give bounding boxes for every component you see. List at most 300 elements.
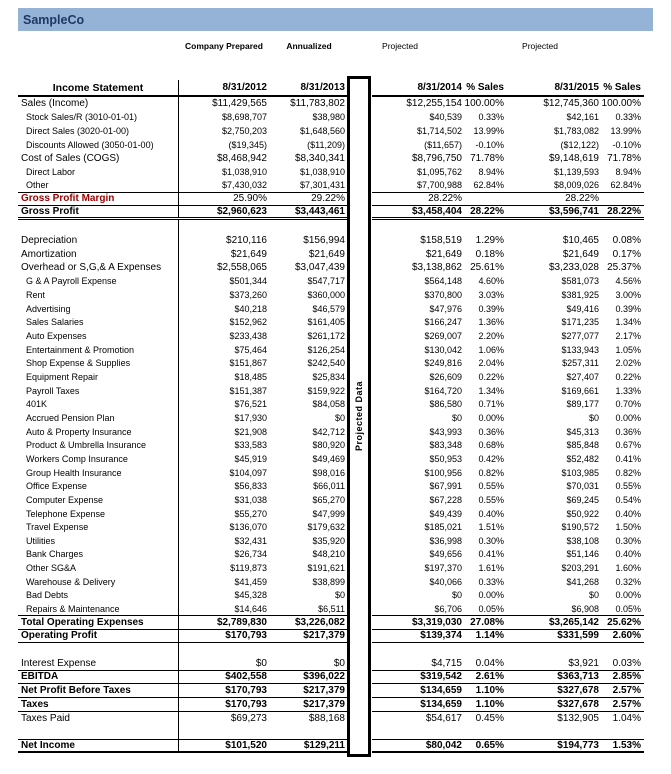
cell-2014-pct: 2.20% [478, 330, 504, 341]
row-label: Auto Expenses [26, 330, 87, 341]
cell-2015: $45,313 [566, 426, 599, 437]
cell-2015: $38,108 [566, 535, 599, 546]
row-label [18, 643, 178, 657]
cell-2014-pct: 8.94% [478, 167, 504, 178]
cell-2015-pct [602, 725, 644, 739]
cell-2015: $1,139,593 [553, 167, 599, 178]
row-label: Bad Debts [26, 590, 69, 601]
cell-2012: $136,070 [178, 520, 270, 534]
cell-2015: $1,783,082 [553, 126, 599, 137]
cell-2015: $277,077 [561, 330, 599, 341]
cell-2012: $41,459 [178, 575, 270, 589]
cell-2014-pct: 0.04% [475, 657, 504, 669]
cell-2012: $152,962 [178, 316, 270, 330]
cell-2013: $3,443,461 [294, 206, 345, 217]
cell-2013: $126,254 [307, 344, 345, 355]
cell-2012: $76,521 [178, 397, 270, 411]
cell-2013: $6,511 [318, 603, 345, 614]
cell-2013: $159,922 [307, 385, 345, 396]
cell-2014: $12,255,154 [406, 98, 462, 110]
cell-2012: $119,873 [178, 561, 270, 575]
cell-2014-pct: 0.40% [478, 508, 504, 519]
cell-2014: $269,007 [424, 330, 462, 341]
cell-2015: $12,745,360 [543, 98, 599, 110]
cell-2012: $14,646 [178, 602, 270, 615]
table-row [18, 193, 644, 207]
table-row [18, 370, 644, 384]
cell-2012: $402,558 [178, 671, 270, 684]
cell-2013: $21,649 [308, 248, 345, 260]
cell-2012 [178, 220, 270, 234]
cell-2015-pct: 1.53% [612, 739, 641, 751]
table-row [18, 234, 644, 248]
table-row [18, 356, 644, 370]
cell-2014-pct: 0.00% [478, 590, 504, 601]
cell-2015-pct [602, 220, 644, 234]
cell-2015-pct: 0.36% [615, 426, 641, 437]
cell-2013 [270, 643, 348, 657]
cell-2012: 25.90% [178, 193, 270, 206]
cell-2013: ($11,209) [307, 139, 345, 150]
cell-2014-pct [465, 220, 507, 234]
cell-2015-pct: 0.32% [615, 576, 641, 587]
cell-2015 [507, 643, 602, 657]
cell-2014: $47,976 [429, 303, 462, 314]
cell-2015-pct: 28.22% [607, 206, 641, 217]
cell-2015-pct: 0.00% [615, 590, 641, 601]
cell-2013: $547,717 [307, 276, 345, 287]
cell-2013: $129,211 [303, 739, 345, 751]
row-label: Taxes Paid [21, 712, 70, 724]
table-row [18, 138, 644, 152]
cell-2014-pct: 0.05% [478, 603, 504, 614]
cell-2014-pct: 28.22% [470, 206, 504, 217]
cell-2012: $8,468,942 [178, 152, 270, 166]
row-label: Advertising [26, 303, 71, 314]
cell-2014-pct: 1.51% [478, 522, 504, 533]
cell-2012: $32,431 [178, 534, 270, 548]
cell-2015-pct: 0.41% [615, 453, 641, 464]
cell-2014-pct [465, 643, 507, 657]
cell-2014: $7,700,988 [416, 180, 462, 191]
cell-2013: $35,920 [312, 535, 345, 546]
row-label: Depreciation [21, 234, 78, 246]
cell-2015-pct: 2.57% [612, 698, 641, 710]
table-row [18, 438, 644, 452]
cell-2014: $158,519 [420, 234, 462, 246]
cell-2014: $49,439 [429, 508, 462, 519]
cell-2014: $370,800 [424, 290, 462, 301]
cell-2014-pct: 1.29% [475, 234, 504, 246]
cell-2013: $217,379 [303, 630, 345, 642]
cell-2014: $134,659 [420, 698, 462, 710]
cell-2014: $0 [451, 590, 462, 601]
cell-2013: $396,022 [303, 671, 345, 683]
row-label: Interest Expense [21, 657, 97, 669]
table-row [18, 316, 644, 330]
row-label: Accrued Pension Plan [26, 412, 115, 423]
cell-2014-pct: 0.00% [478, 412, 504, 423]
cell-2014-pct: 2.61% [475, 671, 504, 683]
cell-2014-pct: 100.00% [465, 98, 504, 110]
cell-2012: $233,438 [178, 329, 270, 343]
cell-2014-pct: 0.36% [478, 426, 504, 437]
cell-2014: $319,542 [420, 671, 462, 683]
cell-2013: $84,058 [312, 399, 345, 410]
cell-2012: $56,833 [178, 479, 270, 493]
row-label: Cost of Sales (COGS) [21, 152, 120, 164]
cell-2015: $327,678 [557, 698, 599, 710]
cell-2013: $217,379 [303, 685, 345, 697]
cell-2013: $0 [333, 657, 345, 669]
table-row [18, 425, 644, 439]
column-group-annualized: Annualized [286, 41, 332, 51]
cell-2014: $40,539 [429, 112, 462, 123]
table-row [18, 302, 644, 316]
cell-2014-pct: 0.18% [475, 248, 504, 260]
cell-2015: 28.22% [565, 193, 599, 205]
row-label: Group Health Insurance [26, 467, 122, 478]
row-label: Net Profit Before Taxes [21, 685, 131, 697]
cell-2012: $2,960,623 [178, 206, 270, 217]
cell-2015-pct: -0.10% [612, 139, 641, 150]
cell-2015-pct: 1.04% [612, 712, 641, 724]
cell-2014: $164,720 [424, 385, 462, 396]
cell-2015: $331,599 [557, 630, 599, 642]
cell-2012: $170,793 [178, 698, 270, 711]
table-row [18, 261, 644, 275]
row-label: Stock Sales/R (3010-01-01) [26, 112, 138, 123]
cell-2015-pct: 2.17% [615, 330, 641, 341]
cell-2015-pct: 2.02% [615, 358, 641, 369]
row-label [18, 725, 178, 739]
app-banner [18, 8, 653, 31]
cell-2012: $7,430,032 [178, 179, 270, 192]
cell-2015: $6,908 [571, 603, 599, 614]
table-row [18, 479, 644, 493]
table-row [18, 561, 644, 575]
cell-2012: $2,558,065 [178, 261, 270, 275]
cell-2014: $185,021 [424, 522, 462, 533]
cell-2015: $50,922 [566, 508, 599, 519]
cell-2015-pct: 1.50% [615, 522, 641, 533]
cell-2012: $170,793 [178, 630, 270, 643]
row-label: Repairs & Maintenance [26, 603, 120, 614]
cell-2012: $210,116 [178, 234, 270, 248]
table-row [18, 520, 644, 534]
cell-2012: $1,038,910 [178, 165, 270, 179]
cell-2015-pct: 1.34% [615, 317, 641, 328]
cell-2014: $3,319,030 [411, 616, 462, 628]
income-statement-table [18, 80, 644, 753]
cell-2012: $170,793 [178, 684, 270, 697]
cell-2014: $43,993 [429, 426, 462, 437]
cell-2012: $11,429,565 [178, 97, 270, 111]
cell-2015: $69,245 [566, 494, 599, 505]
table-row [18, 466, 644, 480]
cell-2015: $52,482 [566, 453, 599, 464]
cell-2014-pct: 0.55% [478, 494, 504, 505]
cell-2014-pct [465, 725, 507, 739]
cell-2015-pct: 0.82% [615, 467, 641, 478]
cell-2012: $26,734 [178, 548, 270, 562]
cell-2015-pct: 0.08% [612, 234, 641, 246]
cell-2013 [270, 725, 348, 739]
cell-2012: $0 [178, 657, 270, 670]
cell-2013: $38,899 [312, 576, 345, 587]
column-header-2013: 8/31/2013 [300, 82, 345, 93]
cell-2015: $70,031 [566, 481, 599, 492]
table-row [18, 507, 644, 521]
cell-2015: ($12,122) [560, 139, 599, 150]
cell-2015: $190,572 [561, 522, 599, 533]
cell-2015-pct: 0.55% [615, 481, 641, 492]
cell-2013: $11,783,802 [290, 98, 345, 110]
table-row [18, 643, 644, 657]
row-label: Travel Expense [26, 522, 89, 533]
cell-2014-pct: 0.22% [478, 371, 504, 382]
cell-2015: $171,235 [561, 317, 599, 328]
cell-2015: $3,596,741 [548, 206, 599, 217]
table-row [18, 671, 644, 685]
cell-2014-pct: 3.03% [478, 290, 504, 301]
table-row [18, 548, 644, 562]
cell-2015: $51,146 [566, 549, 599, 560]
cell-2014: $564,148 [424, 276, 462, 287]
cell-2013: $38,980 [312, 112, 345, 123]
cell-2015: $9,148,619 [548, 152, 599, 164]
cell-2012: $2,789,830 [178, 616, 270, 629]
cell-2015 [507, 220, 602, 234]
cell-2014: $49,656 [429, 549, 462, 560]
cell-2015: $581,073 [561, 276, 599, 287]
cell-2013: 29.22% [311, 193, 345, 205]
row-label: Net Income [21, 739, 75, 751]
row-label: Entertainment & Promotion [26, 344, 135, 355]
cell-2013: $217,379 [303, 698, 345, 710]
cell-2012 [178, 725, 270, 739]
cell-2012: $31,038 [178, 493, 270, 507]
cell-2014: $67,991 [429, 481, 462, 492]
cell-2015-pct: 0.54% [615, 494, 641, 505]
cell-2014: 28.22% [428, 193, 462, 205]
row-label: Warehouse & Delivery [26, 576, 116, 587]
cell-2015-pct: 3.00% [615, 290, 641, 301]
cell-2015-pct: 0.30% [615, 535, 641, 546]
cell-2014: $139,374 [420, 630, 462, 642]
row-label: Amortization [21, 248, 77, 260]
cell-2015-pct: 0.22% [615, 371, 641, 382]
cell-2012: $2,750,203 [178, 124, 270, 138]
row-label: Computer Expense [26, 494, 104, 505]
cell-2013: $88,168 [308, 712, 345, 724]
cell-2014: $86,580 [429, 399, 462, 410]
cell-2013: $0 [334, 412, 345, 423]
cell-2015-pct: 25.62% [607, 616, 641, 628]
cell-2014-pct: 62.84% [473, 180, 504, 191]
cell-2012: $151,387 [178, 384, 270, 398]
cell-2015: $257,311 [562, 358, 599, 369]
cell-2013: $7,301,431 [299, 180, 345, 191]
cell-2015: $132,905 [557, 712, 599, 724]
row-label: Rent [26, 290, 46, 301]
row-label: Direct Sales (3020-01-00) [26, 126, 130, 137]
cell-2012: $75,464 [178, 343, 270, 357]
cell-2014 [372, 643, 465, 657]
cell-2012: $104,097 [178, 466, 270, 480]
cell-2014-pct: 1.10% [475, 685, 504, 697]
cell-2014-pct: 2.04% [478, 358, 504, 369]
table-row [18, 698, 644, 712]
cell-2014-pct: 25.61% [470, 262, 504, 274]
cell-2015: $42,161 [566, 112, 599, 123]
cell-2013: $261,172 [307, 330, 345, 341]
cell-2012: $18,485 [178, 370, 270, 384]
cell-2015-pct: 2.57% [612, 685, 641, 697]
cell-2015: $89,177 [566, 399, 599, 410]
column-header-2014-pct: % Sales [466, 82, 504, 93]
cell-2014-pct: 0.33% [478, 112, 504, 123]
cell-2015 [507, 725, 602, 739]
cell-2014: $134,659 [420, 685, 462, 697]
column-header-2015: 8/31/2015 [554, 82, 599, 93]
row-label: Utilities [26, 535, 56, 546]
row-label: Telephone Expense [26, 508, 106, 519]
cell-2014-pct: 1.36% [478, 317, 504, 328]
cell-2015-pct: 13.99% [610, 126, 641, 137]
row-label: Gross Profit [21, 206, 79, 217]
cell-2015-pct: 1.60% [615, 563, 641, 574]
row-label [18, 220, 178, 234]
cell-2013: $156,994 [303, 234, 345, 246]
table-row [18, 247, 644, 261]
cell-2015: $203,291 [561, 563, 599, 574]
cell-2015-pct [602, 643, 644, 657]
table-row [18, 152, 644, 166]
company-title: SampleCo [23, 12, 85, 27]
cell-2014-pct: 1.14% [475, 630, 504, 642]
cell-2013: $66,011 [313, 481, 345, 492]
cell-2014: $50,953 [429, 453, 462, 464]
cell-2014: $0 [451, 412, 462, 423]
row-label: Other SG&A [26, 563, 77, 574]
cell-2013: $1,648,560 [299, 126, 345, 137]
cell-2014-pct: 13.99% [473, 126, 504, 137]
column-header-2015-pct: % Sales [603, 82, 641, 93]
cell-2014-pct: 0.71% [478, 399, 504, 410]
cell-2015-pct: 0.05% [615, 603, 641, 614]
cell-2013: $42,712 [312, 426, 345, 437]
cell-2014: $100,956 [424, 467, 462, 478]
cell-2015-pct: 1.33% [615, 385, 641, 396]
cell-2014-pct: 1.10% [475, 698, 504, 710]
cell-2015: $363,713 [557, 671, 599, 683]
cell-2013: $46,579 [312, 303, 345, 314]
row-label: EBITDA [21, 671, 59, 683]
cell-2013: $8,340,341 [294, 152, 345, 164]
table-row [18, 602, 644, 616]
cell-2014-pct: 1.61% [478, 563, 504, 574]
cell-2013: $49,469 [312, 453, 345, 464]
cell-2014: $1,095,762 [416, 167, 462, 178]
table-row [18, 165, 644, 179]
table-row [18, 97, 644, 111]
cell-2014-pct: 27.08% [470, 616, 504, 628]
table-row [18, 589, 644, 603]
cell-2014: $40,066 [429, 576, 462, 587]
cell-2014: $249,816 [424, 358, 462, 369]
cell-2014 [372, 725, 465, 739]
cell-2012: $40,218 [178, 302, 270, 316]
cell-2015: $0 [588, 590, 599, 601]
cell-2014-pct: 1.06% [478, 344, 504, 355]
table-row [18, 343, 644, 357]
cell-2012: $21,908 [178, 425, 270, 439]
cell-2012: $21,649 [178, 247, 270, 261]
cell-2013: $242,540 [307, 358, 345, 369]
cell-2015-pct: 0.70% [615, 399, 641, 410]
cell-2014: $130,042 [424, 344, 462, 355]
table-row [18, 111, 644, 125]
cell-2015: $41,268 [566, 576, 599, 587]
row-label: Direct Labor [26, 167, 76, 178]
cell-2014: $6,706 [434, 603, 462, 614]
cell-2015-pct: 25.37% [607, 262, 641, 274]
table-row [18, 411, 644, 425]
cell-2013: $47,999 [312, 508, 345, 519]
cell-2015-pct: 0.40% [615, 508, 641, 519]
table-row [18, 684, 644, 698]
table-row [18, 206, 644, 220]
row-label: Sales Salaries [26, 317, 84, 328]
column-group-projected-2014: Projected [382, 41, 418, 51]
row-label: Overhead or S,G,& A Expenses [21, 262, 162, 274]
cell-2013: $25,834 [312, 371, 345, 382]
cell-2015-pct: 0.03% [612, 657, 641, 669]
cell-2014: $21,649 [425, 248, 462, 260]
cell-2012: $151,867 [178, 356, 270, 370]
cell-2014: $36,998 [429, 535, 462, 546]
cell-2014-pct: 0.45% [475, 712, 504, 724]
row-label: Operating Profit [21, 630, 98, 642]
cell-2015-pct: 0.00% [615, 412, 641, 423]
cell-2015-pct: 2.85% [612, 671, 641, 683]
cell-2015: $49,416 [566, 303, 599, 314]
cell-2015: $8,009,026 [553, 180, 599, 191]
cell-2014 [372, 220, 465, 234]
table-row [18, 179, 644, 193]
cell-2012: $373,260 [178, 288, 270, 302]
table-row [18, 657, 644, 671]
cell-2015-pct: 0.67% [615, 440, 641, 451]
cell-2014: $4,715 [431, 657, 462, 669]
cell-2015-pct: 100.00% [602, 98, 641, 110]
cell-2014: $3,458,404 [411, 206, 462, 217]
row-label: Auto & Property Insurance [26, 426, 132, 437]
cell-2015: $10,465 [562, 234, 599, 246]
table-title: Income Statement [52, 81, 144, 94]
table-row [18, 712, 644, 726]
cell-2015-pct: 1.05% [615, 344, 641, 355]
cell-2014-pct: 71.78% [470, 152, 504, 164]
row-label: 401K [26, 399, 48, 410]
cell-2014-pct: 0.39% [478, 303, 504, 314]
cell-2014-pct: -0.10% [475, 139, 504, 150]
cell-2015-pct: 0.33% [615, 112, 641, 123]
cell-2014: $80,042 [425, 739, 462, 751]
table-header-row [18, 80, 644, 97]
cell-2012: $45,919 [178, 452, 270, 466]
